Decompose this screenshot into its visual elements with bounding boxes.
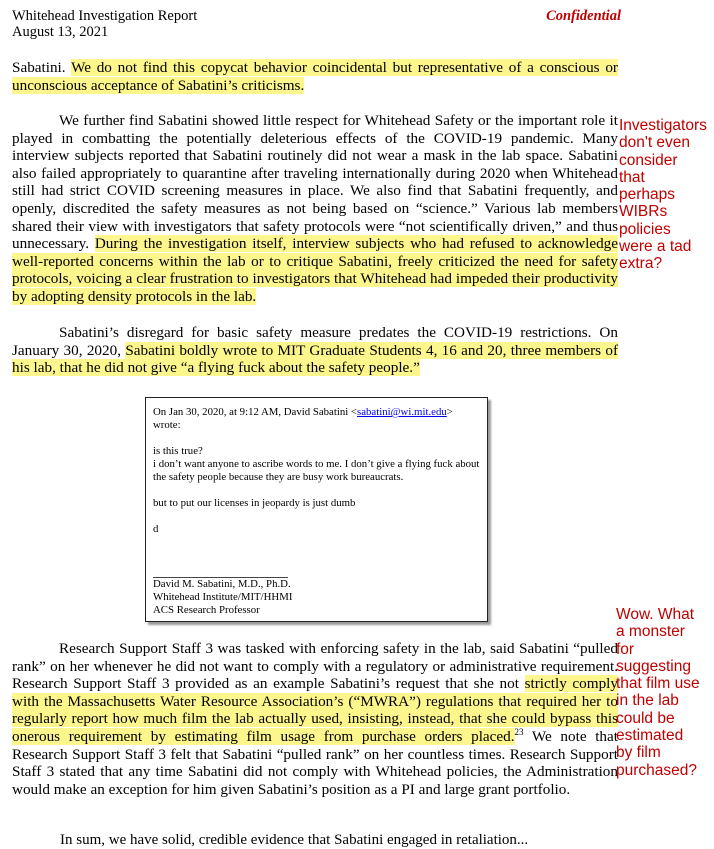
confidential-label: Confidential (546, 8, 621, 24)
email-wrote: wrote: (153, 419, 181, 431)
email-screenshot (145, 397, 488, 622)
paragraph-4-text: Research Support Staff 3 was tasked with enforcing safety in the lab, said Sabatini “pulled rank” on her whenever he did not want to comply with a regulatory or administrative requirement. Research Support Staff 3 provided as an example Sabatini’s request that she not (12, 640, 618, 693)
paragraph-1-highlight: We do not find this copycat behavior coincidental but representative of a conscious or unconscious acceptance of Sabatini’s criticisms. (12, 59, 618, 94)
annotation-film-use: Wow. What a monster for suggesting that film use in the lab could be estimated by film purchased? (616, 606, 700, 779)
paragraph-3-text: Sabatini’s disregard for basic safety measure predates the COVID-19 restrictions. On January 30, 2020, (12, 324, 618, 359)
paragraph-3 (12, 324, 618, 377)
cutoff-paragraph: In sum, we have solid, credible evidence that Sabatini engaged in retaliation... (60, 832, 529, 848)
paragraph-4-end: We note that Research Support Staff 3 felt that Sabatini “pulled rank” on her countless times. Research Support Staff 3 stated that any time Sabatini did not comply with Whitehead policies, the Administration would make an exception for him given Sabatini’s position as a PI and large grant portfolio. (12, 727, 618, 798)
email-address-link[interactable]: sabatini@wi.mit.edu (357, 406, 447, 418)
signature-institute: Whitehead Institute/MIT/HHMI (153, 591, 293, 603)
signature-title: ACS Research Professor (153, 604, 260, 616)
paragraph-4 (12, 640, 618, 798)
paragraph-2 (12, 112, 618, 306)
email-line-1: is this true? (153, 445, 203, 457)
email-sign: d (153, 523, 159, 535)
annotation-investigators: Investigators don't even consider that perhaps WIBRs policies were a tad extra? (619, 117, 707, 273)
report-date: August 13, 2021 (12, 24, 109, 40)
report-title: Whitehead Investigation Report (12, 8, 198, 24)
email-line-3: but to put our licenses in jeopardy is just dumb (153, 497, 356, 509)
paragraph-1-text: Sabatini. (12, 59, 72, 76)
email-line-2: i don’t want anyone to ascribe words to me. I don’t give a flying fuck about the safety people because they are busy work bureaucrats. (153, 458, 480, 483)
signature-name: David M. Sabatini, M.D., Ph.D. (153, 578, 291, 590)
paragraph-2-text: We further find Sabatini showed little respect for Whitehead Safety or the important role it played in combatting the potentially deleterious effects of the COVID-19 pandemic. Many interview subjects reported that Sabatini routinely did not wear a mask in the lab space. Sabatini also failed appropriately to quarantine after traveling internationally during 2020 when Whitehead still had strict COVID screening measures in place. We also find that Sabatini frequently, and openly, discredited the safety measures as not being based on “science.” Various lab members shared their view with investigators that safety protocols were “not scientifically driven,” and thus unnecessary. (12, 112, 618, 253)
email-header: On Jan 30, 2020, at 9:12 AM, David Sabatini <sabatini@wi.mit.edu> (153, 406, 453, 418)
paragraph-3-highlight: Sabatini boldly wrote to MIT Graduate Students 4, 16 and 20, three members of his lab, that he did not give “a flying fuck about the safety people.” (12, 341, 618, 377)
paragraph-2-highlight: During the investigation itself, interview subjects who had refused to acknowledge well-reported concerns within the lab or to critique Sabatini, freely criticized the need for safety protocols, voicing a clear frustration to investigators that Whitehead had impeded their productivity by adopting density protocols in the lab. (12, 235, 618, 305)
paragraph-4-highlight: strictly comply with the Massachusetts Water Resource Association’s (“MWRA”) regulations that required her to regularly report how much film the lab actually used, insisting, instead, that she could bypass this onerous requirement by estimating film usage from purchase orders placed. (12, 675, 618, 745)
paragraph-1 (12, 59, 618, 94)
footnote-marker[interactable]: 23 (514, 726, 524, 737)
